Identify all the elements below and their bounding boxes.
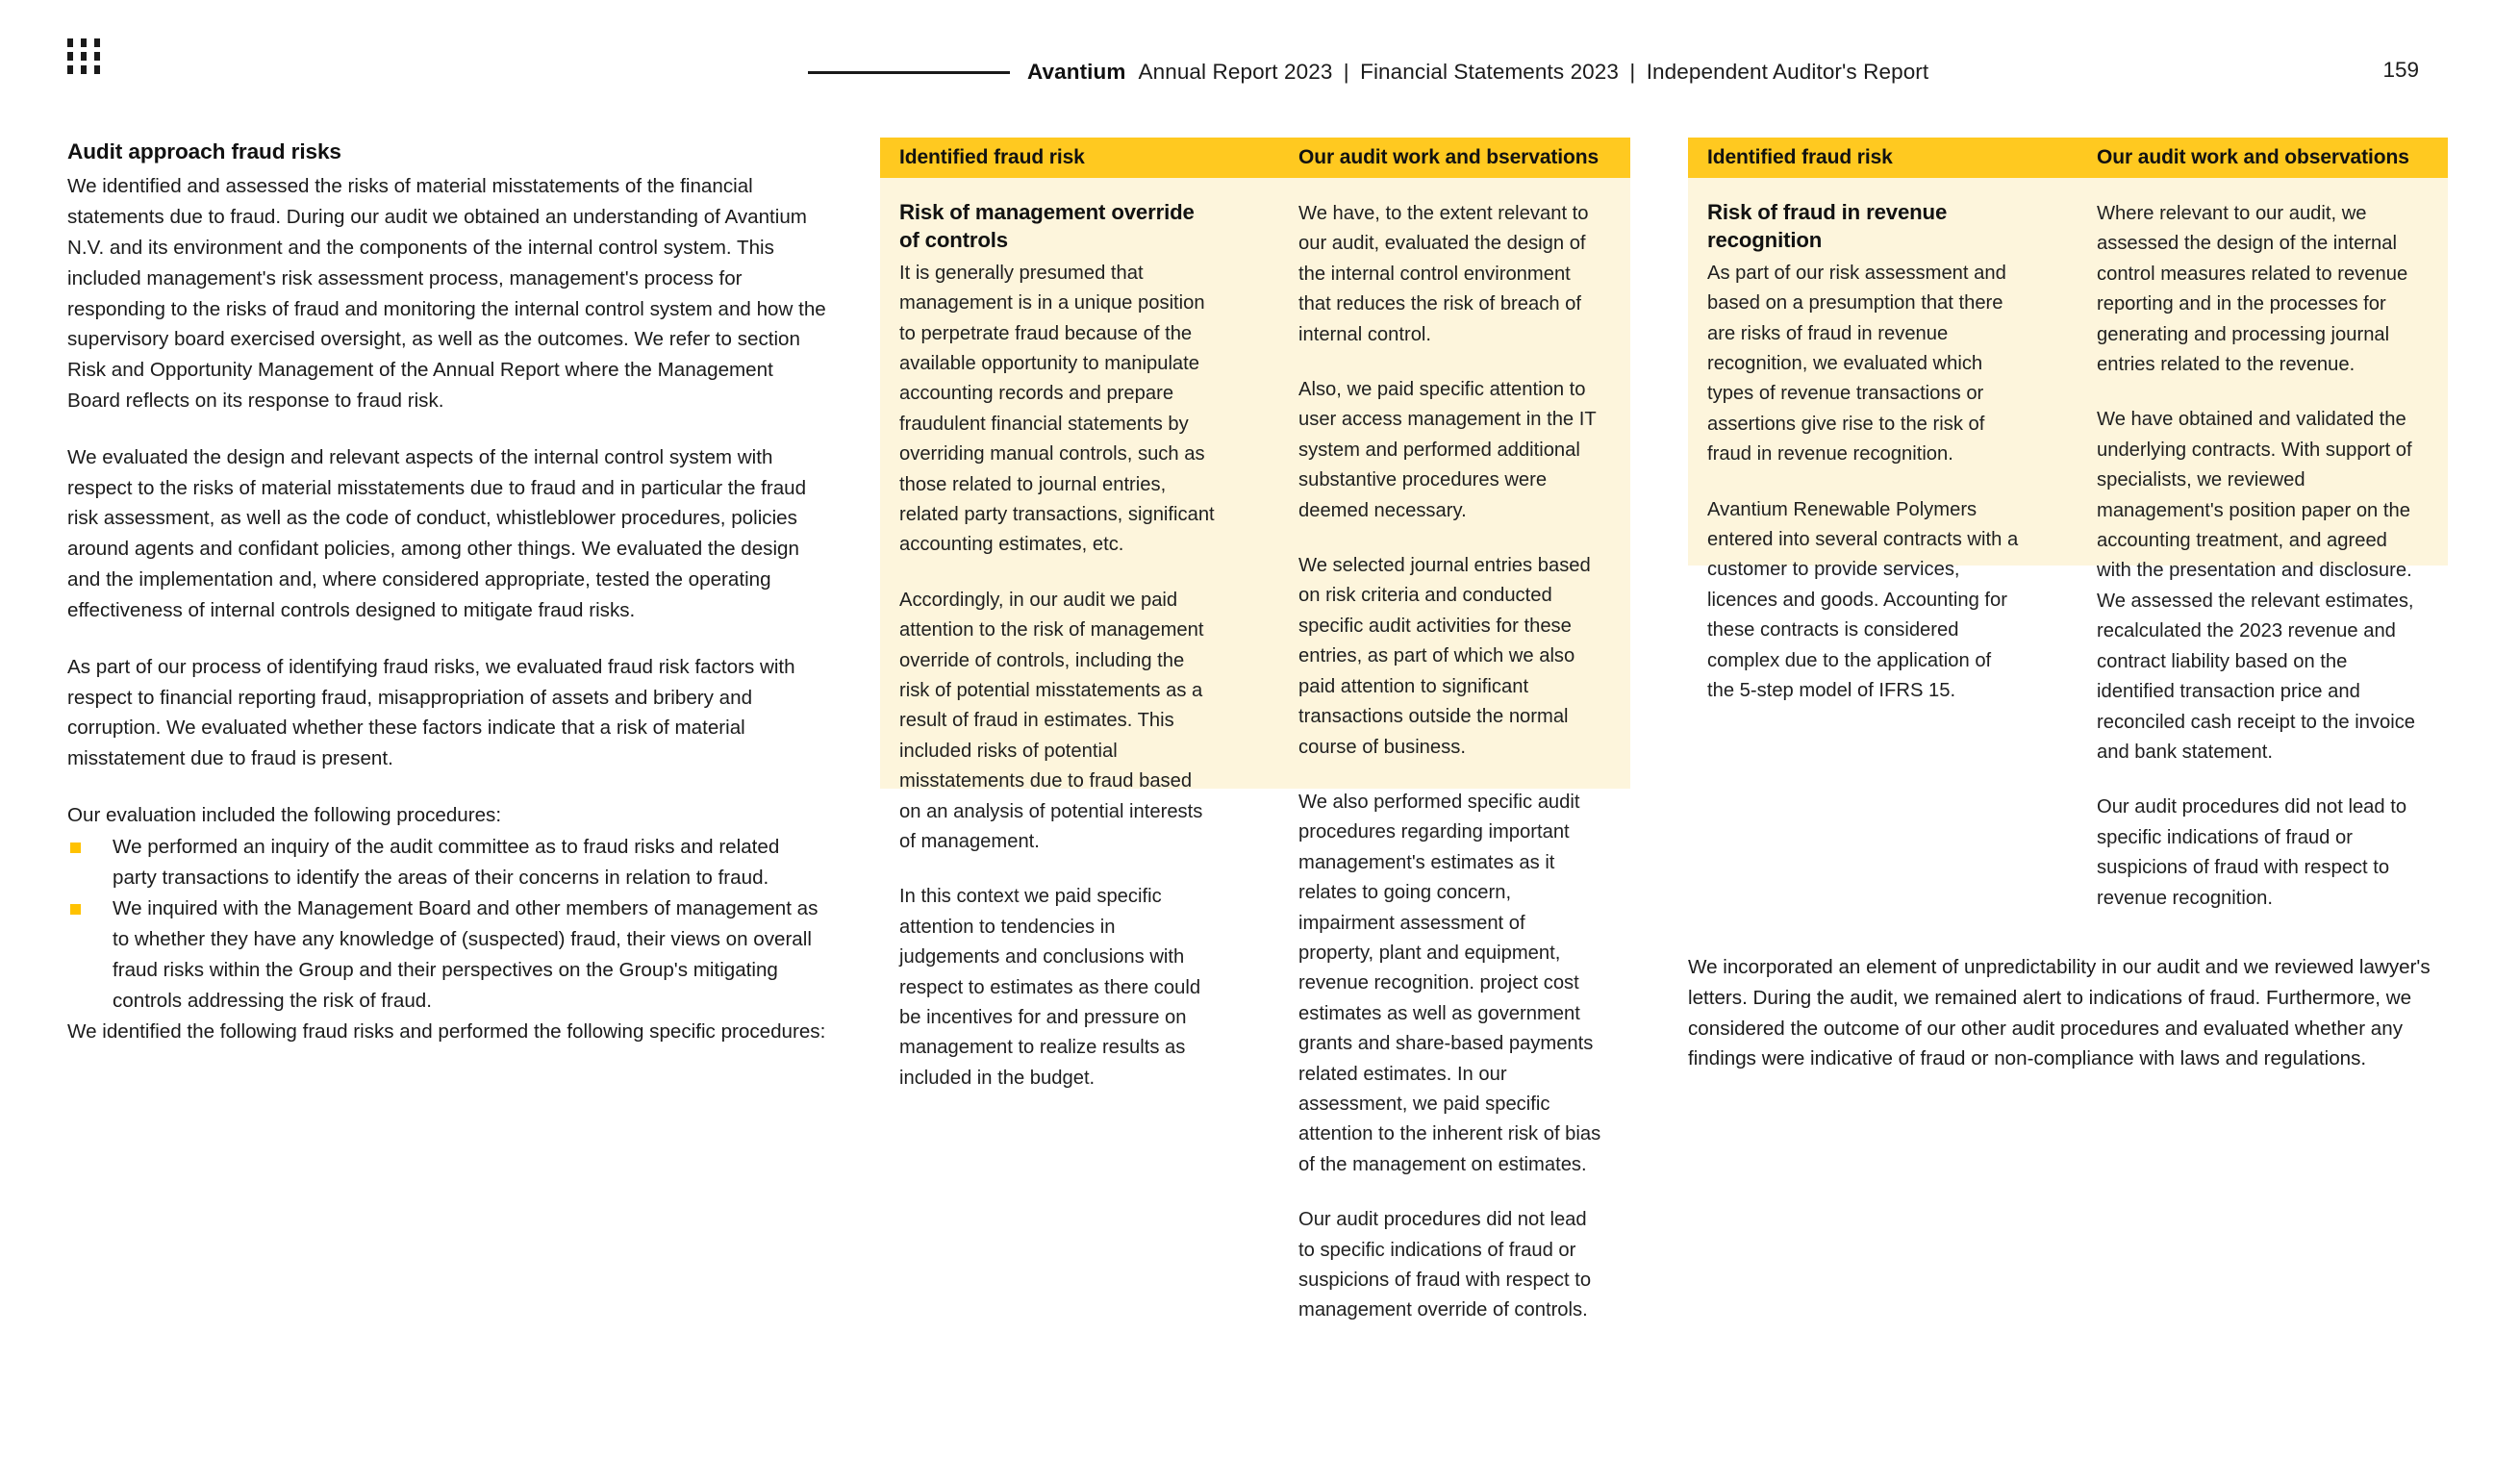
risk-paragraph-1: As part of our risk assessment and based on a presumption that there are risks of fraud in revenue recognition, we evaluated which types of revenue transactions or assertions give rise to the risk of fraud in revenue recognition. bbox=[1707, 262, 2006, 465]
risk-title: Risk of management override of controls bbox=[899, 200, 1195, 252]
audit-paragraph-3: We selected journal entries based on risk criteria and conducted specific audit activities for these entries, as part of which we also paid attention to significant transactions outside the normal course of business. bbox=[1298, 555, 1591, 758]
grid-dot bbox=[67, 65, 73, 74]
grid-menu-icon[interactable] bbox=[67, 38, 106, 77]
risk-title: Risk of fraud in revenue recognition bbox=[1707, 200, 1948, 252]
audit-paragraph-1: Where relevant to our audit, we assessed the design of the internal control measures related to revenue reporting and in the processes for generating and processing journal entries related to the revenue. bbox=[2097, 203, 2408, 376]
cell-identified-fraud-risk bbox=[880, 199, 1241, 1326]
grid-dot bbox=[81, 38, 87, 47]
breadcrumb-separator: | bbox=[1629, 60, 1636, 84]
left-text-column bbox=[67, 138, 827, 1046]
fraud-risk-table-revenue-recognition bbox=[1688, 138, 2448, 909]
page-title: Audit approach fraud risks bbox=[67, 139, 341, 163]
column-header-identified-fraud-risk: Identified fraud risk bbox=[1707, 146, 1893, 168]
list-item-text: We inquired with the Management Board and other members of management as to whether they have any knowledge of (suspected) fraud, their views on overall fraud risks within the Group and their perspectives on the Group's mitigating controls addressing the risk of fraud. bbox=[113, 897, 819, 1012]
table-header-row bbox=[1688, 138, 2448, 178]
brand-name: Avantium bbox=[1027, 60, 1126, 84]
bullet-square-icon bbox=[70, 904, 81, 915]
closing-intro: We identified the following fraud risks and performed the following specific procedures: bbox=[67, 1019, 826, 1043]
column-header-audit-work: Our audit work and observations bbox=[2097, 146, 2409, 168]
bullet-square-icon bbox=[70, 843, 81, 853]
list-item-text: We performed an inquiry of the audit committee as to fraud risks and related party transactions to identify the areas of their concerns in relation to fraud. bbox=[113, 835, 780, 889]
audit-paragraph-2: Also, we paid specific attention to user access management in the IT system and performed additional substantive procedures were deemed necessary. bbox=[1298, 379, 1597, 521]
cell-audit-work bbox=[2044, 199, 2448, 914]
grid-dot bbox=[67, 38, 73, 47]
audit-paragraph-2: We have obtained and validated the underlying contracts. With support of specialists, we reviewed management's position paper on the accounting treatment, and agreed with the presentation and disclosure. We assessed the relevant estimates, recalculated the 2023 revenue and contract liability based on the identified transaction price and reconciled cash receipt to the invoice and bank statement. bbox=[2097, 409, 2416, 763]
grid-dot bbox=[67, 52, 73, 61]
grid-dot bbox=[94, 38, 100, 47]
column-header-audit-work: Our audit work and bservations bbox=[1298, 146, 1600, 168]
table-row bbox=[880, 178, 1630, 1326]
cell-identified-fraud-risk bbox=[1688, 199, 2044, 914]
procedures-list bbox=[67, 832, 827, 1017]
paragraph-1: We identified and assessed the risks of material misstatements of the financial statements due to fraud. During our audit we obtained an understanding of Avantium N.V. and its environment and the components of the internal control system. This included management's risk assessment process, management's process for responding to the risks of fraud and monitoring the internal control system and how the supervisory board exercised oversight, as well as the outcomes. We refer to section Risk and Opportunity Management of the Annual Report where the Management Board reflects on its response to fraud risk. bbox=[67, 175, 826, 413]
grid-dot bbox=[94, 65, 100, 74]
audit-paragraph-4: We also performed specific audit procedures regarding important management's estimates as it relates to going concern, impairment assessment of property, plant and equipment, revenue recognition. project cost estimates as well as government grants and share-based payments related estimates. In our assessment, we paid specific attention to the inherent risk of bias of the management on estimates. bbox=[1298, 791, 1601, 1175]
procedures-intro: Our evaluation included the following procedures: bbox=[67, 803, 502, 826]
column-header-identified-fraud-risk: Identified fraud risk bbox=[899, 146, 1085, 168]
paragraph-2: We evaluated the design and relevant aspects of the internal control system with respect to the risks of material misstatements due to fraud and in particular the fraud risk assessment, as well as the code of conduct, whistleblower procedures, policies around agents and confidant policies, among other things. We evaluated the design and the implementation and, where considered appropriate, tested the operating effectiveness of internal controls designed to mitigate fraud risks. bbox=[67, 445, 807, 621]
list-item bbox=[67, 893, 827, 1016]
risk-paragraph-2: Avantium Renewable Polymers entered into several contracts with a customer to provide services, licences and goods. Accounting for these contracts is considered complex due to the application of the 5-step model of IFRS 15. bbox=[1707, 498, 2019, 701]
risk-paragraph-1: It is generally presumed that management is in a unique position to perpetrate fraud because of the available opportunity to manipulate accounting records and prepare fraudulent financial statements by overriding manual controls, such as those related to journal entries, related party transactions, significant accounting estimates, etc. bbox=[899, 262, 1215, 556]
grid-dot bbox=[81, 65, 87, 74]
cell-audit-work bbox=[1241, 199, 1630, 1326]
breadcrumb-trail bbox=[1138, 60, 1928, 85]
audit-paragraph-1: We have, to the extent relevant to our audit, evaluated the design of the internal control environment that reduces the risk of breach of internal control. bbox=[1298, 203, 1589, 345]
breadcrumb-item-financial-statements[interactable]: Financial Statements 2023 bbox=[1360, 60, 1620, 84]
breadcrumb-item-annual-report[interactable]: Annual Report 2023 bbox=[1138, 60, 1333, 84]
paragraph-3: As part of our process of identifying fraud risks, we evaluated fraud risk factors with respect to financial reporting fraud, misappropriation of assets and bribery and corruption. We evaluated whether these factors indicate that a risk of material misstatement due to fraud is present. bbox=[67, 655, 795, 770]
risk-paragraph-3: In this context we paid specific attention to tendencies in judgements and conclusions with respect to estimates as there could be incentives for and pressure on management to realize results as included in the budget. bbox=[899, 886, 1201, 1089]
audit-paragraph-5: Our audit procedures did not lead to specific indications of fraud or suspicions of fraud with respect to management override of controls. bbox=[1298, 1209, 1592, 1321]
risk-paragraph-2: Accordingly, in our audit we paid attention to the risk of management override of controls, including the risk of potential misstatements as a result of fraud in estimates. This included risks of potential misstatements due to fraud based on an analysis of potential interests of management. bbox=[899, 589, 1204, 853]
closing-paragraph: We incorporated an element of unpredictability in our audit and we reviewed lawyer's letters. During the audit, we remained alert to indications of fraud. Furthermore, we considered the outcome of our other audit procedures and evaluated whether any findings were indicative of fraud or non-compliance with laws and regulations. bbox=[1688, 956, 2431, 1070]
fraud-risk-table-management-override bbox=[880, 138, 1630, 1321]
table-row bbox=[1688, 178, 2448, 914]
page-number: 159 bbox=[2382, 58, 2419, 82]
header-rule bbox=[808, 71, 1010, 74]
breadcrumb-item-auditors-report[interactable]: Independent Auditor's Report bbox=[1646, 60, 1929, 84]
grid-dot bbox=[81, 52, 87, 61]
breadcrumb-separator: | bbox=[1343, 60, 1349, 84]
audit-paragraph-3: Our audit procedures did not lead to specific indications of fraud or suspicions of fraud with respect to revenue recognition. bbox=[2097, 796, 2407, 909]
breadcrumb bbox=[808, 60, 1928, 85]
table-header-row bbox=[880, 138, 1630, 178]
grid-dot bbox=[94, 52, 100, 61]
list-item bbox=[67, 832, 827, 893]
